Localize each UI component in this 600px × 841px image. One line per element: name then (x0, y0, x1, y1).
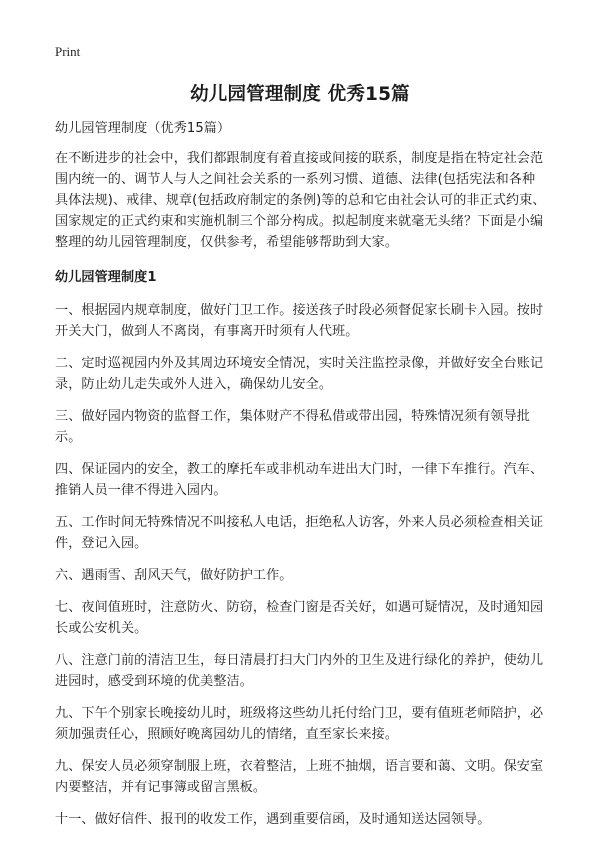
rule-item-9: 九、下午个别家长晚接幼儿时，班级将这些幼儿托付给门卫，要有值班老师陪护，必须加强责任心，照顾好晚离园幼儿的情绪，直至家长来接。 (55, 706, 544, 742)
rule-item-2: 二、定时巡视园内外及其周边环境安全情况，实时关注监控录像，并做好安全台账记录，防止幼儿走失或外人进入，确保幼儿安全。 (55, 356, 544, 392)
rule-item-11: 十一、做好信件、报刊的收发工作，遇到重要信函，及时通知送达园领导。 (55, 812, 491, 827)
section-heading: 幼儿园管理制度1 (55, 270, 157, 285)
print-link[interactable]: Print (55, 44, 81, 59)
rule-item-10: 九、保安人员必须穿制服上班，衣着整洁，上班不抽烟，语言要和蔼、文明。保安室内要整洁，并有记事簿或留言黑板。 (55, 759, 544, 795)
rule-item-3: 三、做好园内物资的监督工作，集体财产不得私借或带出园，特殊情况须有领导批示。 (55, 409, 530, 445)
rule-item-8: 八、注意门前的清洁卫生，每日清晨打扫大门内外的卫生及进行绿化的养护，使幼儿进园时，感受到环境的优美整洁。 (55, 653, 544, 689)
rule-item-1: 一、根据园内规章制度，做好门卫工作。接送孩子时段必须督促家长刷卡入园。按时开关大门，做到人不离岗，有事离开时须有人代班。 (55, 303, 544, 339)
rule-item-6: 六、遇雨雪、刮风天气，做好防护工作。 (55, 568, 293, 583)
intro-paragraph: 在不断进步的社会中，我们都跟制度有着直接或间接的联系，制度是指在特定社会范围内统一的、调节人与人之间社会关系的一系列习惯、道德、法律(包括宪法和各种具体法规)、戒律、规章(包括政府制定的条例)等的总和它由社会认可的非正式约束、国家规定的正式约束和实施机制三个部分构成。拟起制度来就毫无头绪？下面是小编整理的幼儿园管理制度，仅供参考，希望能够帮助到大家。 (55, 151, 546, 250)
document-subtitle: 幼儿园管理制度（优秀15篇） (55, 121, 231, 136)
document-title: 幼儿园管理制度 优秀15篇 (190, 84, 410, 105)
document-body (55, 118, 547, 841)
rule-item-5: 五、工作时间无特殊情况不叫接私人电话，拒绝私人访客，外来人员必须检查相关证件，登记入园。 (55, 515, 544, 551)
rule-item-4: 四、保证园内的安全，教工的摩托车或非机动车进出大门时，一律下车推行。汽车、推销人员一律不得进入园内。 (55, 462, 544, 498)
rule-item-7: 七、夜间值班时，注意防火、防窃，检查门窗是否关好，如遇可疑情况，及时通知园长或公安机关。 (55, 600, 544, 636)
